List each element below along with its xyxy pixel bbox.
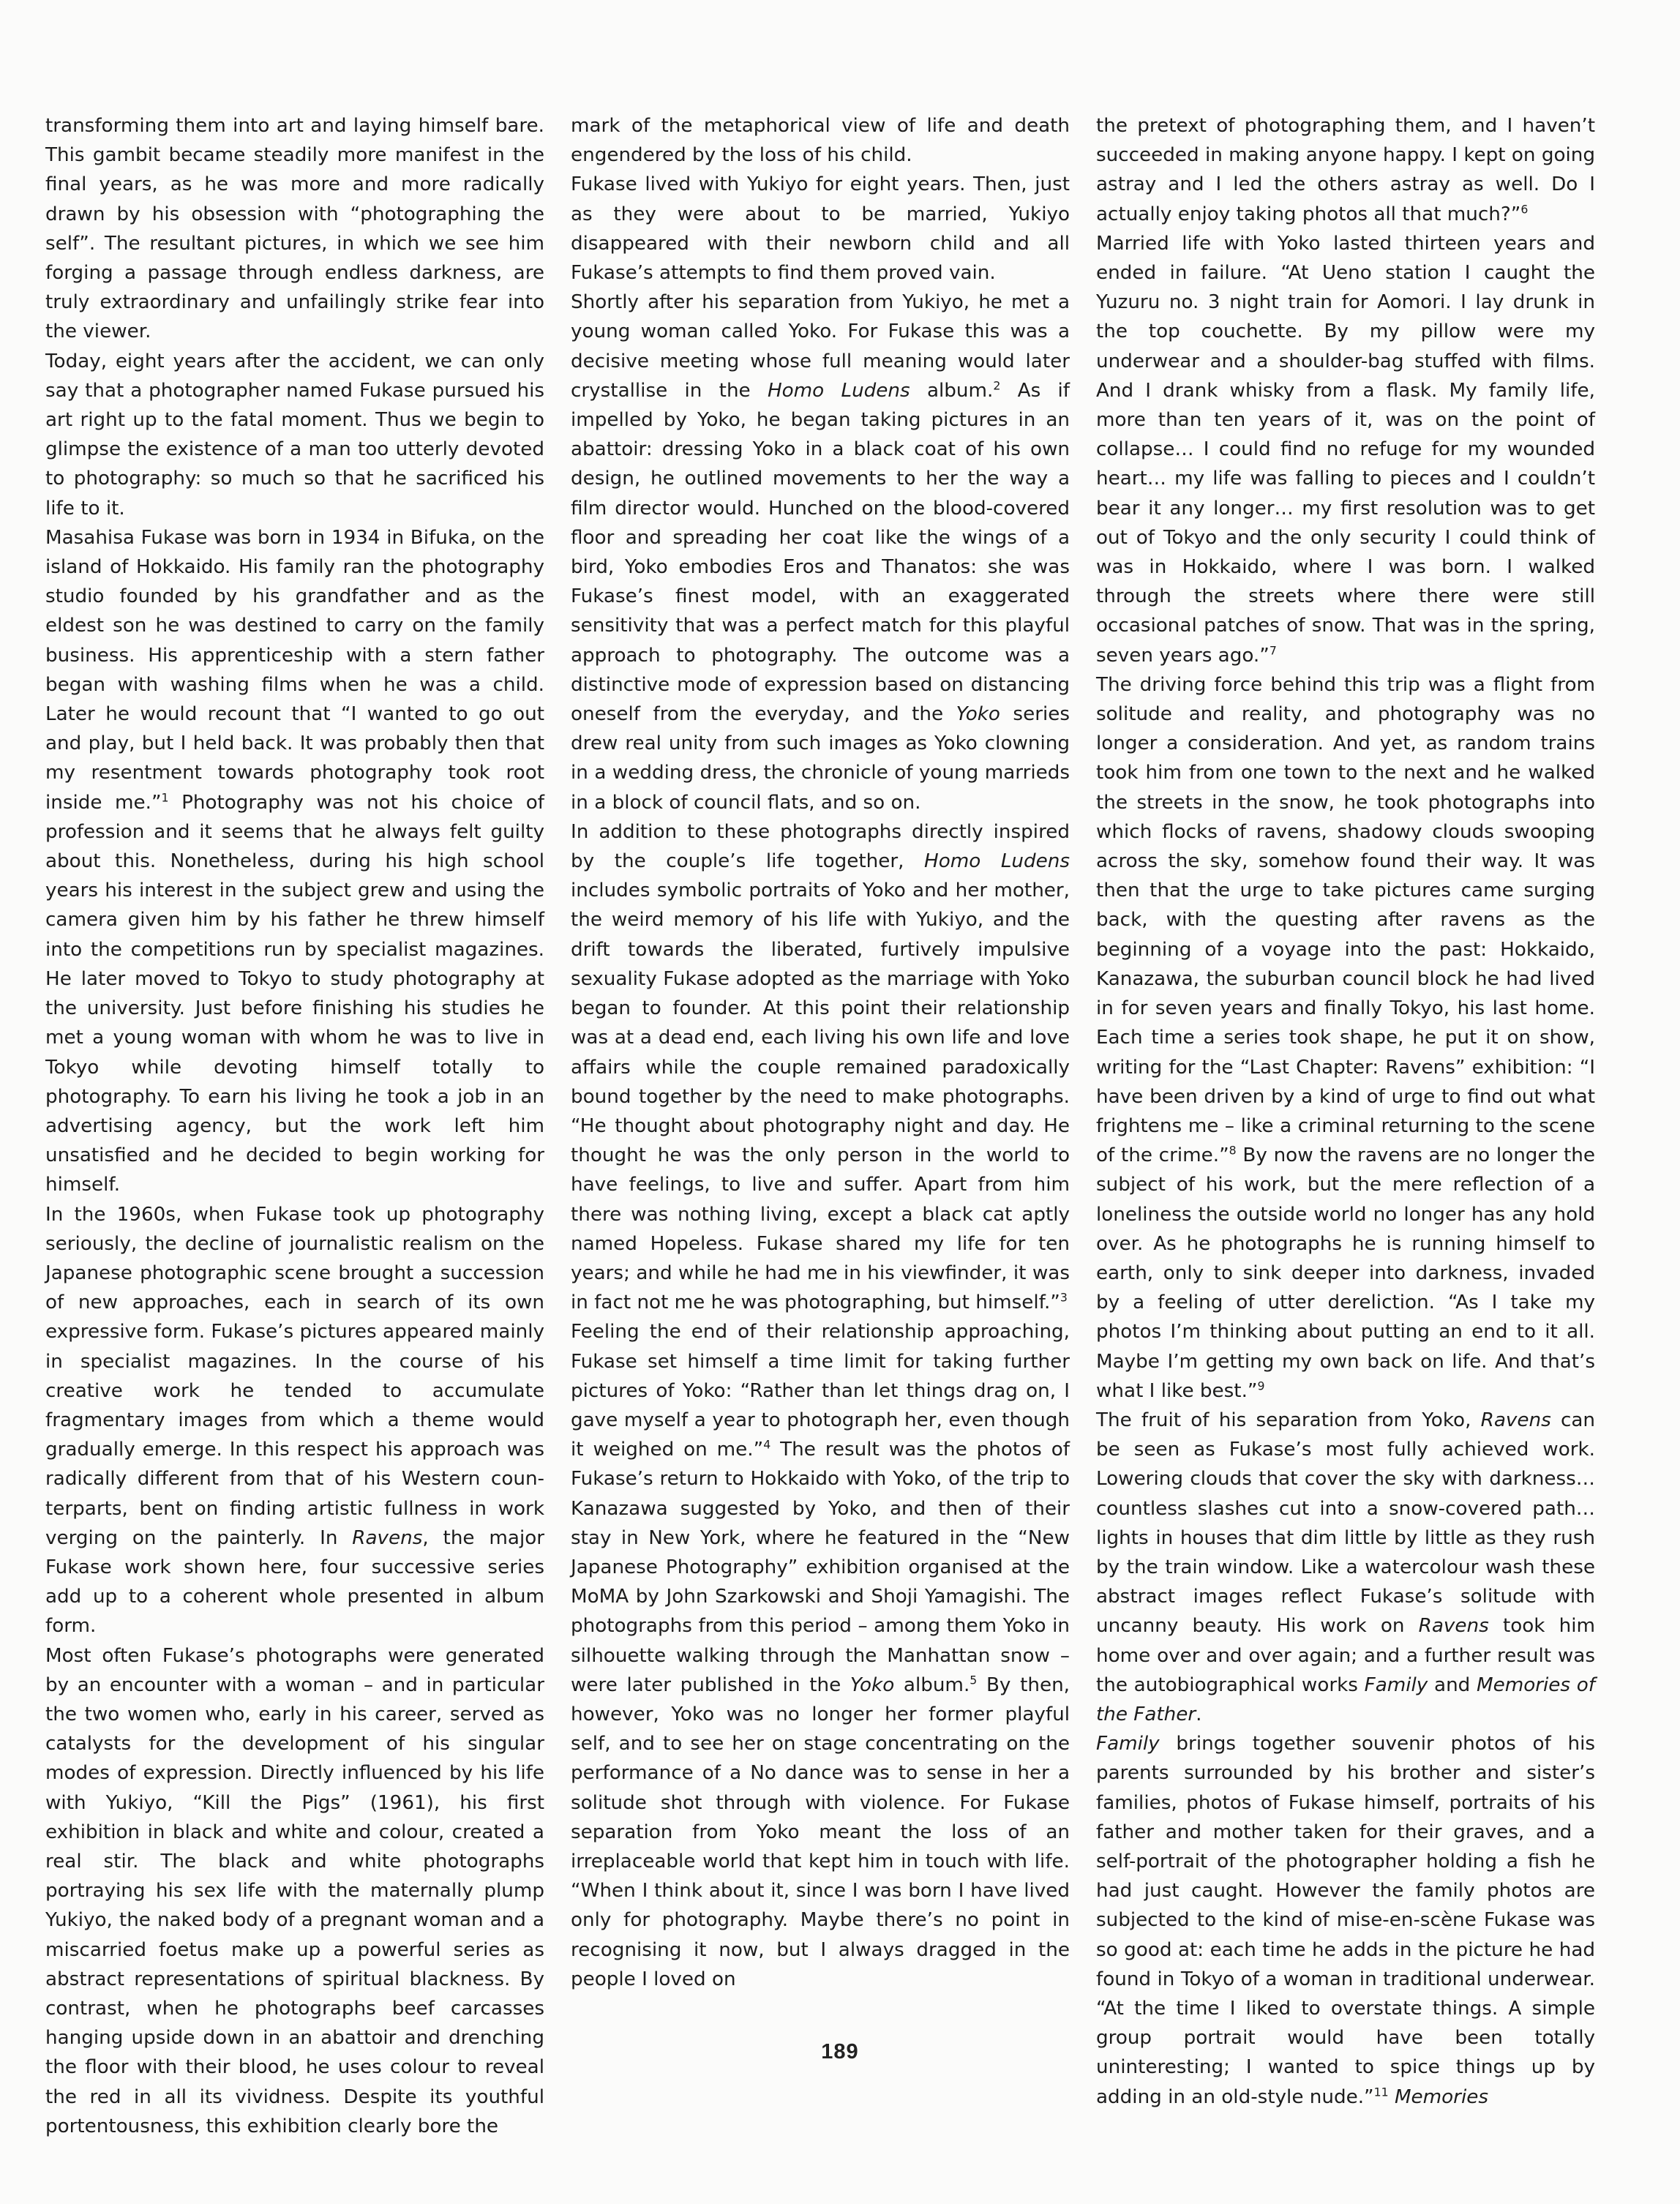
- italic-title: Memories of the Father: [1096, 1673, 1595, 1725]
- italic-title: Ravens: [352, 1526, 423, 1549]
- italic-title: Ravens: [1418, 1615, 1489, 1638]
- text-run: took him home over and over again; and a further result was the autobiographical works: [1096, 1615, 1595, 1696]
- paragraph: [1096, 111, 1595, 229]
- text-run: [1389, 2086, 1395, 2108]
- paragraph: [45, 1641, 544, 2141]
- text-run: album.: [894, 1673, 970, 1696]
- italic-title: Homo Ludens: [767, 379, 910, 402]
- text-run: Feeling the end of their relationship approaching, Fukase set himself a time limit for taking further pictures of Yoko: “Rather than let things drag on, I gave myself a year to photograph her, even though it weighed on me.”: [571, 1321, 1070, 1461]
- text-run: can be seen as Fukase’s most fully achieved work. Lowering clouds that cover the sky with darkness…countless slashes cut into a snow-covered path…lights in houses that dim little by little as they rush by the train window. Like a watercolour wash these abstract images reflect Fukase’s solitude with uncanny beauty. His work on: [1096, 1409, 1595, 1638]
- footnote-marker: 7: [1269, 643, 1277, 658]
- page-number: 189: [821, 2040, 859, 2064]
- text-run: In the 1960s, when Fukase took up photography seriously, the decline of journalistic realism on the Japanese photographic scene brought a succession of new approaches, each in search of its own expressive form. Fukase’s pictures appeared mainly in specialist magazines. In the course of his creative work he tended to accumulate fragmentary images from which a theme would gradually emerge. In this respect his approach was radically different from that of his Western counterparts, bent on finding artistic fullness in work verging on the painterly. In: [45, 1203, 544, 1549]
- italic-title: Yoko: [850, 1673, 895, 1696]
- footnote-marker: 6: [1520, 202, 1529, 217]
- footnote-marker: 11: [1373, 2085, 1389, 2099]
- paragraph: [571, 1317, 1070, 1994]
- text-run: The driving force behind this trip was a flight from solitude and reality, and photography was no longer a consideration. And yet, as random trains took him from one town to the next and he walked the streets in the snow, he took photographs into which flocks of ravens, shadowy clouds swooping across the sky, somehow found their way. It was then that the urge to take pictures came surging back, with the questing after ravens as the beginning of a voyage into the past: Hokkaido, Kanazawa, the suburban council block he had lived in for seven years and finally Tokyo, his last home. Each time a series took shape, he put it on show, writing for the “Last Chapter: Ravens” exhibition: “I have been driven by a kind of urge to find out what frightens me – like a criminal returning to the scene of the crime.”: [1096, 673, 1595, 1167]
- text-column-right: [1096, 111, 1595, 2112]
- paragraph: [1096, 229, 1595, 670]
- footnote-marker: 3: [1060, 1290, 1068, 1305]
- text-run: The fruit of his separation from Yoko,: [1096, 1409, 1481, 1431]
- text-run: album.: [910, 379, 994, 402]
- text-run: Fukase lived with Yukiyo for eight years. Then, just as they were about to be married, Yukiyo disappeared with their newborn child and all Fukase’s attempts to find them proved vain.: [571, 173, 1070, 285]
- italic-title: Family: [1364, 1673, 1428, 1696]
- text-run: Photography was not his choice of profession and it seems that he always felt guilty about this. Nonetheless, during his high school years his interest in the subject grew and using the camera given him by his father he threw himself into the competitions run by specialist magazines. He later moved to Tokyo to study photography at the university. Just before finishing his studies he met a young woman with whom he was to live in Tokyo while devoting himself totally to photography. To earn his living he took a job in an advertising agency, but the work left him unsatisfied and he decided to begin working for himself.: [45, 791, 544, 1196]
- paragraph: [571, 170, 1070, 288]
- text-run: Shortly after his separation from Yukiyo, he met a young woman called Yoko. For Fukase this was a decisive meeting whose full meaning would later crystallise in the: [571, 291, 1070, 402]
- text-run: and: [1428, 1673, 1477, 1696]
- italic-title: Ravens: [1480, 1409, 1551, 1431]
- text-run: .: [1196, 1703, 1202, 1725]
- italic-title: Yoko: [956, 703, 1000, 726]
- text-run: Married life with Yoko lasted thirteen years and ended in failure. “At Ueno station I caught the Yuzuru no. 3 night train for Aomori. I lay drunk in the top couchette. By my pillow were my underwear and a shoulder-bag stuffed with films. And I drank whisky from a flask. My family life, more than ten years of it, was on the point of collapse… I could find no refuge for my wounded heart… my life was falling to pieces and I couldn’t bear it any longer… my first resolution was to get out of Tokyo and the only security I could think of was in Hokkaido, where I was born. I walked through the streets where there were still occasional patches of snow. That was in the spring, seven years ago.”: [1096, 232, 1595, 667]
- paragraph: [45, 1200, 544, 1641]
- footnote-marker: 1: [161, 790, 169, 805]
- text-run: The result was the photos of Fukase’s return to Hokkaido with Yoko, of the trip to Kanazawa suggested by Yoko, and then of their stay in New York, where he featured in the “New Japanese Photography” exhibition organised at the MoMA by John Szarkowski and Shoji Yamagishi. The photographs from this period – among them Yoko in silhouette walking through the Manhattan snow – were later published in the: [571, 1439, 1070, 1696]
- paragraph: [1096, 1406, 1595, 1729]
- text-run: In addition to these photographs directly inspired by the couple’s life together,: [571, 820, 1070, 873]
- paragraph: [1096, 670, 1595, 1406]
- paragraph: [571, 288, 1070, 817]
- text-run: As if impelled by Yoko, he began taking pictures in an abattoir: dressing Yoko in a black coat of his own design, he outlined movements to her the way a film director would. Hunched on the blood-covered floor and spreading her coat like the wings of a bird, Yoko embodies Eros and Thanatos: she was Fukase’s finest model, with an exaggerated sensitivity that was a perfect match for this playful approach to photography. The outcome was a distinctive mode of expression based on distancing oneself from the everyday, and the: [571, 379, 1070, 726]
- text-run: includes symbolic portraits of Yoko and her mother, the weird memory of his life with Yukiyo, and the drift towards the liberated, furtively impulsive sexuality Fukase adopted as the marriage with Yoko began to founder. At this point their relationship was at a dead end, each living his own life and love affairs while the couple remained paradoxically bound together by the need to make photographs. “He thought about photography night and day. He thought he was the only person in the world to have feelings, to live and suffer. Apart from him there was nothing living, except a black cat aptly named Hopeless. Fukase shared my life for ten years; and while he had me in his viewfinder, it was in fact not me he was photographing, but himself.”: [571, 880, 1070, 1314]
- footnote-marker: 4: [763, 1437, 771, 1452]
- footnote-marker: 9: [1257, 1379, 1265, 1393]
- text-column-left: [45, 111, 544, 2141]
- text-run: Masahisa Fukase was born in 1934 in Bifuka, on the island of Hokkaido. His family ran the photography studio founded by his grandfather and as the eldest son he was destined to carry on the family business. His apprenticeship with a stern father began with washing films when he was a child. Later he would recount that “I wanted to go out and play, but I held back. It was probably then that my resentment towards photography took root inside me.”: [45, 526, 544, 814]
- text-run: mark of the metaphorical view of life and death engendered by the loss of his child.: [571, 115, 1070, 167]
- text-run: Most often Fukase’s photographs were generated by an encounter with a woman – and in particular the two women who, early in his career, served as catalysts for the development of his singular modes of expression. Directly influenced by his life with Yukiyo, “Kill the Pigs” (1961), his first exhibition in black and white and colour, created a real stir. The black and white photographs portraying his sex life with the maternally plump Yukiyo, the naked body of a pregnant woman and a miscarried foetus make up a powerful series as abstract representations of spiritual blackness. By contrast, when he photographs beef carcasses hanging upside down in an abattoir and drenching the floor with their blood, he uses colour to reveal the red in all its vividness. Despite its youthful portentousness, this exhibition clearly bore the: [45, 1644, 544, 2137]
- paragraph: [45, 347, 544, 523]
- text-run: transforming them into art and laying himself bare. This gambit became steadily more manifest in the final years, as he was more and more radically drawn by his obsession with “photographing the self”. The resultant pictures, in which we see him forging a passage through endless darkness, are truly extraordinary and unfailingly strike fear into the viewer.: [45, 115, 544, 343]
- text-run: By then, however, Yoko was no longer her former playful self, and to see her on stage concentrating on the performance of a No dance was to sense in her a solitude shot through with violence. For Fukase separation from Yoko meant the loss of an irreplaceable world that kept him in touch with life. “When I think about it, since I was born I have lived only for photography. Maybe there’s no point in recognising it now, but I always dragged in the people I loved on: [571, 1673, 1070, 1990]
- italic-title: Memories: [1394, 2085, 1488, 2108]
- paragraph: [45, 111, 544, 347]
- paragraph: [571, 817, 1070, 1317]
- footnote-marker: 5: [970, 1673, 978, 1687]
- footnote-marker: 2: [993, 378, 1001, 393]
- text-column-middle: [571, 111, 1070, 1994]
- paragraph: [45, 523, 544, 1200]
- italic-title: Family: [1096, 1733, 1160, 1755]
- text-run: By now the ravens are no longer the subject of his work, but the mere reflection of a loneliness the outside world no longer has any hold over. As he photographs he is running himself to earth, only to sink deeper into darkness, invaded by a feeling of utter dereliction. “As I take my photos I’m thinking about putting an end to it all. Maybe I’m getting my own back on life. And that’s what I like best.”: [1096, 1144, 1595, 1402]
- italic-title: Homo Ludens: [924, 850, 1070, 873]
- paragraph: [571, 111, 1070, 170]
- footnote-marker: 8: [1229, 1143, 1237, 1158]
- text-run: , the major Fukase work shown here, four successive series add up to a coherent whole presented in album form.: [45, 1526, 545, 1638]
- text-run: brings together souvenir photos of his parents surrounded by his brother and sister’s families, photos of Fukase himself, portraits of his father and mother taken for their graves, and a self-portrait of the photographer holding a fish he had just caught. However the family photos are subjected to the kind of mise-en-scène Fukase was so good at: each time he adds in the picture he had found in Tokyo of a woman in traditional underwear. “At the time I liked to overstate things. A simple group portrait would have been totally uninteresting; I wanted to spice things up by adding in an old-style nude.”: [1096, 1733, 1595, 2108]
- text-run: series drew real unity from such images as Yoko clowning in a wedding dress, the chronicle of young marrieds in a block of council flats, and so on.: [571, 703, 1070, 814]
- text-run: Today, eight years after the accident, we can only say that a photographer named Fukase pursued his art right up to the fatal moment. Thus we begin to glimpse the existence of a man too utterly devoted to photography: so much so that he sacrificed his life to it.: [45, 350, 544, 520]
- text-run: the pretext of photographing them, and I haven’t succeeded in making anyone happy. I kept on going astray and I led the others astray as well. Do I actually enjoy taking photos all that much?”: [1096, 115, 1595, 225]
